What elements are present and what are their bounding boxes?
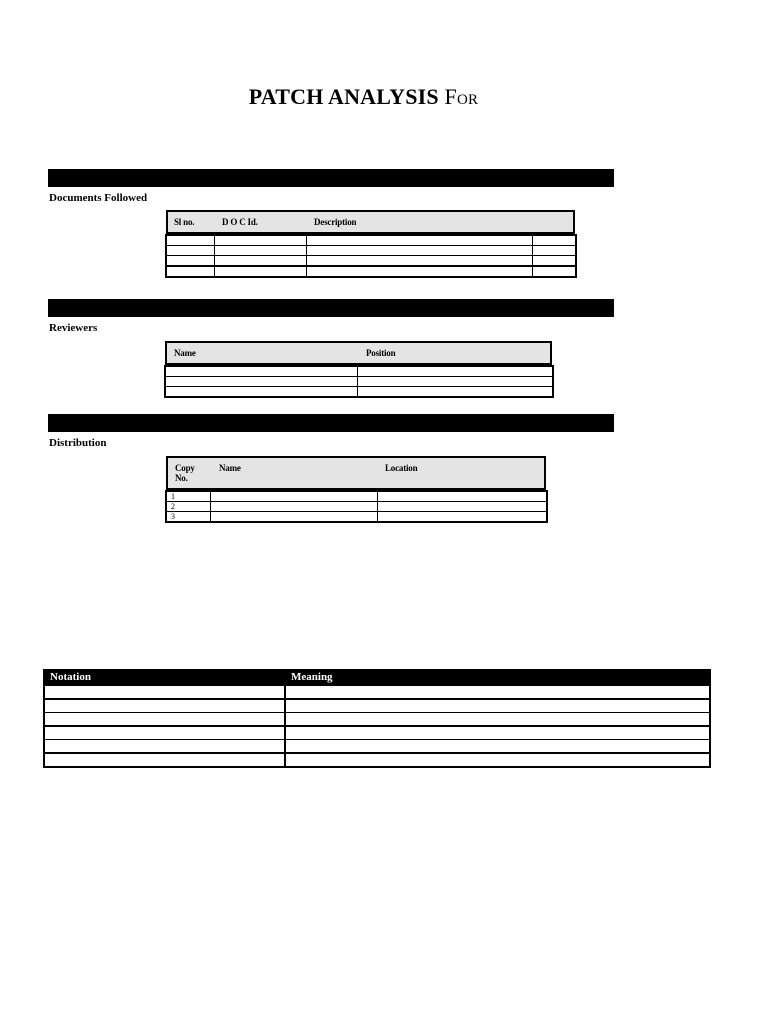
distribution-table-header [166, 456, 546, 490]
section-bar-documents [48, 169, 614, 187]
section-bar-reviewers [48, 299, 614, 317]
notation-header-row [44, 670, 710, 685]
header-position: Position [366, 348, 396, 358]
table-row [44, 699, 710, 713]
documents-table [166, 235, 576, 277]
section-label-distribution: Distribution [49, 437, 107, 449]
table-row [167, 502, 547, 512]
distribution-table [166, 491, 547, 522]
section-label-documents: Documents Followed [49, 192, 148, 204]
reviewers-table [165, 366, 553, 397]
table-row [44, 726, 710, 740]
table-row [166, 377, 553, 387]
header-copy-no: Copy No. [175, 463, 195, 483]
table-row [167, 236, 576, 246]
table-row [44, 740, 710, 754]
header-meaning: Meaning [285, 670, 710, 685]
header-description: Description [314, 217, 357, 227]
document-title: PATCH ANALYSIS FOR [248, 84, 479, 109]
header-name: Name [174, 348, 196, 358]
table-row [167, 512, 547, 522]
header-notation: Notation [44, 670, 285, 685]
copy-number: 3 [167, 512, 211, 522]
copy-number: 1 [167, 492, 211, 502]
header-location: Location [385, 463, 418, 473]
table-row [166, 387, 553, 397]
section-bar-distribution [48, 414, 614, 432]
table-row [44, 753, 710, 767]
table-row [166, 367, 553, 377]
table-row [44, 713, 710, 727]
copy-number: 2 [167, 502, 211, 512]
header-name: Name [219, 463, 241, 473]
section-label-reviewers: Reviewers [49, 322, 98, 334]
table-row [167, 246, 576, 256]
documents-table-header [166, 210, 575, 234]
reviewers-table-header [165, 341, 552, 365]
notation-table [43, 669, 711, 768]
table-row [167, 256, 576, 267]
table-row [44, 685, 710, 699]
table-row [167, 266, 576, 277]
header-sl-no: Sl no. [174, 217, 195, 227]
table-row [167, 492, 547, 502]
header-doc-id: D O C Id. [222, 217, 258, 227]
